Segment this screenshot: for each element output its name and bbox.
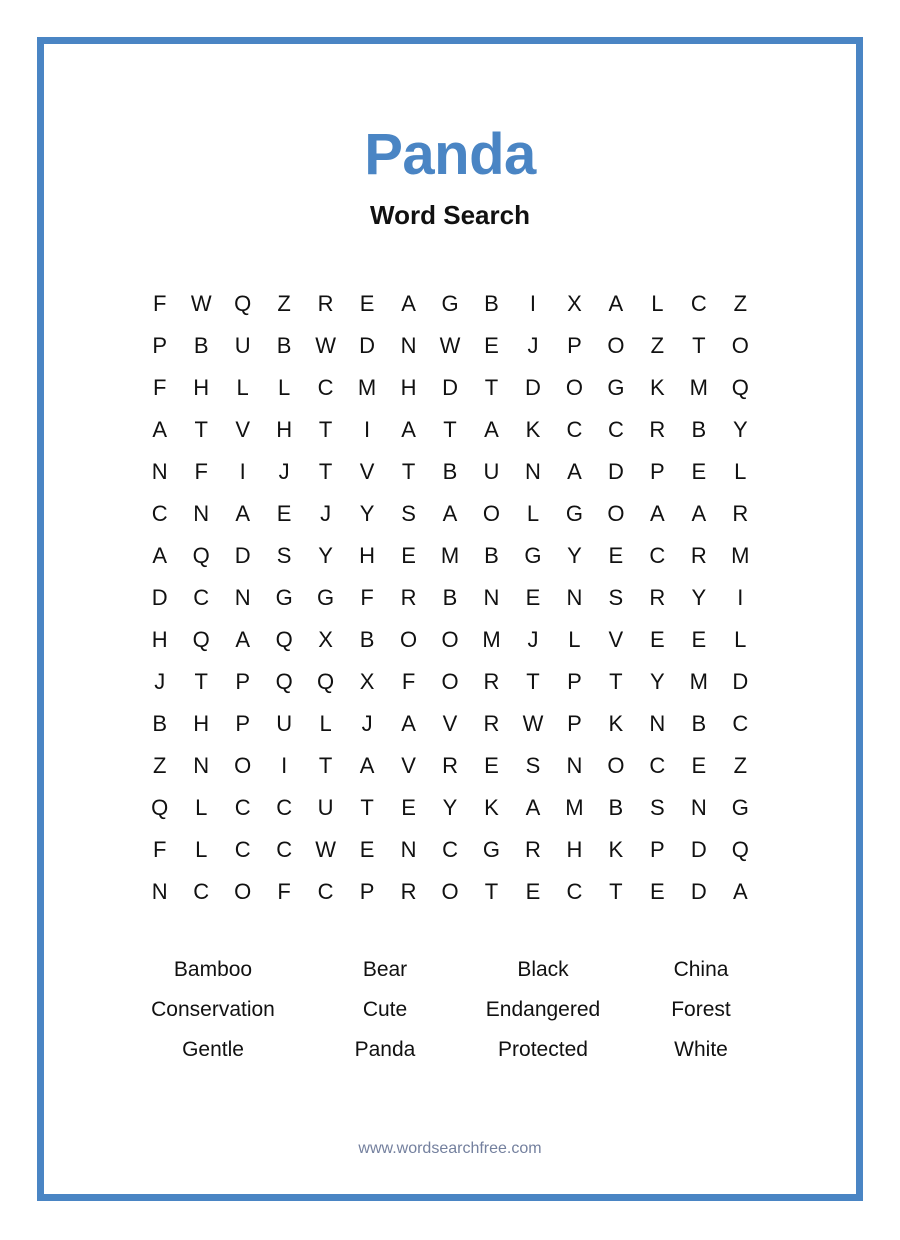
grid-letter[interactable]: E [525, 879, 541, 904]
grid-letter[interactable]: S [650, 795, 665, 820]
word-list-item[interactable]: Panda [354, 1038, 416, 1061]
grid-letter[interactable]: G [275, 585, 293, 610]
grid-letter[interactable]: Y [567, 543, 582, 568]
grid-letter[interactable]: P [567, 333, 582, 358]
grid-letter[interactable]: L [319, 711, 332, 736]
word-list-item[interactable]: Bamboo [173, 958, 253, 981]
grid-letter[interactable]: J [320, 501, 332, 526]
grid-letter[interactable]: V [442, 711, 458, 736]
grid-letter[interactable]: N [483, 585, 500, 610]
grid-letter[interactable]: D [607, 459, 624, 484]
grid-letter[interactable]: T [194, 417, 208, 442]
grid-letter[interactable]: B [691, 711, 707, 736]
grid-letter[interactable]: Y [732, 417, 748, 442]
grid-letter[interactable]: F [277, 879, 291, 904]
grid-letter[interactable]: N [525, 459, 541, 484]
page-subtitle: Word Search [370, 200, 530, 230]
grid-letter[interactable]: C [193, 585, 210, 610]
grid-letter[interactable]: I [239, 459, 246, 484]
grid-letter[interactable]: H [193, 375, 210, 400]
grid-letter[interactable]: C [732, 711, 749, 736]
grid-letter[interactable]: Y [359, 501, 375, 526]
grid-letter[interactable]: R [317, 291, 334, 316]
grid-letter[interactable]: Z [733, 753, 748, 778]
grid-letter[interactable]: N [234, 585, 251, 610]
grid-letter[interactable]: E [525, 585, 541, 610]
grid-row [139, 367, 761, 409]
grid-letter[interactable]: Q [731, 837, 749, 862]
grid-letter[interactable]: N [400, 837, 417, 862]
grid-letter[interactable]: T [526, 669, 540, 694]
grid-letter[interactable]: D [732, 669, 749, 694]
grid-letter[interactable]: P [235, 711, 251, 736]
grid-letter[interactable]: W [522, 711, 544, 736]
grid-letter[interactable]: N [151, 459, 168, 484]
grid-letter[interactable]: L [568, 627, 581, 652]
word-list-row [120, 1030, 780, 1070]
grid-letter[interactable]: D [525, 375, 541, 400]
grid-letter[interactable]: H [359, 543, 376, 568]
grid-letter[interactable]: N [193, 501, 210, 526]
grid-letter[interactable]: K [608, 711, 624, 736]
grid-letter[interactable]: F [401, 669, 416, 694]
grid-letter[interactable]: B [193, 333, 209, 358]
grid-row [139, 535, 761, 577]
grid-letter[interactable]: H [276, 417, 293, 442]
grid-letter[interactable]: H [400, 375, 417, 400]
grid-letter[interactable]: I [529, 291, 537, 316]
grid-letter[interactable]: O [482, 501, 501, 526]
word-list-item[interactable]: Gentle [182, 1038, 244, 1061]
grid-letter[interactable]: P [152, 333, 168, 358]
grid-letter[interactable]: X [359, 669, 375, 694]
grid-letter[interactable]: K [608, 837, 624, 862]
page-title: Panda [364, 122, 536, 187]
grid-letter[interactable]: R [400, 585, 417, 610]
grid-letter[interactable]: A [484, 417, 499, 442]
grid-letter[interactable]: J [154, 669, 166, 694]
grid-letter[interactable]: G [482, 837, 501, 862]
grid-letter[interactable]: Q [275, 669, 293, 694]
grid-letter[interactable]: T [318, 459, 333, 484]
word-list-item[interactable]: Bear [362, 958, 408, 981]
grid-letter[interactable]: J [361, 711, 373, 736]
grid-letter[interactable]: S [525, 753, 541, 778]
grid-letter[interactable]: E [401, 543, 416, 568]
grid-letter[interactable]: R [649, 417, 666, 442]
page-footer [44, 1140, 856, 1158]
grid-letter[interactable]: O [607, 333, 625, 358]
grid-letter[interactable]: W [315, 333, 336, 358]
grid-letter[interactable]: R [400, 879, 417, 904]
grid-letter[interactable]: Q [192, 543, 210, 568]
grid-letter[interactable]: B [276, 333, 292, 358]
grid-letter[interactable]: F [360, 585, 374, 610]
grid-letter[interactable]: U [276, 711, 293, 736]
grid-letter[interactable]: Y [442, 795, 458, 820]
grid-letter[interactable]: U [234, 333, 251, 358]
grid-letter[interactable]: K [484, 795, 499, 820]
grid-letter[interactable]: B [152, 711, 168, 736]
grid-letter[interactable]: C [649, 753, 666, 778]
grid-letter[interactable]: M [731, 543, 750, 568]
grid-letter[interactable]: B [484, 291, 499, 316]
grid-letter[interactable]: T [360, 795, 374, 820]
grid-letter[interactable]: L [278, 375, 291, 400]
grid-letter[interactable]: N [566, 585, 583, 610]
grid-letter[interactable]: A [567, 459, 582, 484]
grid-letter[interactable]: N [193, 753, 210, 778]
grid-letter[interactable]: E [650, 627, 665, 652]
grid-letter[interactable]: W [439, 333, 461, 358]
grid-letter[interactable]: A [442, 501, 458, 526]
grid-letter[interactable]: B [484, 543, 499, 568]
grid-letter[interactable]: S [608, 585, 624, 610]
grid-letter[interactable]: Z [153, 753, 167, 778]
grid-letter[interactable]: P [235, 669, 251, 694]
grid-letter[interactable]: D [690, 879, 707, 904]
grid-letter[interactable]: C [234, 837, 251, 862]
grid-letter[interactable]: H [193, 711, 210, 736]
grid-letter[interactable]: W [190, 291, 212, 316]
grid-letter[interactable]: N [400, 333, 417, 358]
grid-letter[interactable]: Q [731, 375, 749, 400]
grid-letter[interactable]: V [235, 417, 251, 442]
grid-letter[interactable]: J [527, 333, 539, 358]
grid-letter[interactable]: C [566, 879, 583, 904]
grid-letter[interactable]: F [194, 459, 208, 484]
grid-letter[interactable]: Q [275, 627, 293, 652]
grid-letter[interactable]: I [364, 417, 371, 442]
grid-letter[interactable]: P [567, 711, 582, 736]
grid-letter[interactable]: O [731, 333, 749, 358]
grid-row [139, 703, 761, 745]
grid-letter[interactable]: O [565, 375, 583, 400]
grid-letter[interactable]: G [441, 291, 459, 316]
grid-letter[interactable]: B [691, 417, 707, 442]
grid-letter[interactable]: M [482, 627, 501, 652]
grid-letter[interactable]: D [151, 585, 168, 610]
grid-letter[interactable]: Q [317, 669, 335, 694]
grid-letter[interactable]: N [566, 753, 583, 778]
grid-letter[interactable]: B [359, 627, 375, 652]
grid-row [139, 325, 761, 367]
grid-letter[interactable]: E [359, 291, 375, 316]
grid-letter[interactable]: R [732, 501, 749, 526]
grid-letter[interactable]: T [609, 879, 623, 904]
grid-letter[interactable]: R [483, 669, 500, 694]
grid-letter[interactable]: B [442, 585, 458, 610]
grid-letter[interactable]: Q [192, 627, 210, 652]
grid-row [139, 787, 761, 829]
grid-letter[interactable]: T [318, 417, 333, 442]
grid-letter[interactable]: Z [733, 291, 748, 316]
grid-row [139, 745, 761, 787]
grid-letter[interactable]: D [690, 837, 707, 862]
grid-row [139, 409, 761, 451]
grid-letter[interactable]: T [484, 879, 499, 904]
grid-letter[interactable]: E [484, 753, 499, 778]
grid-letter[interactable]: L [236, 375, 249, 400]
word-list-row [120, 950, 780, 990]
grid-letter[interactable]: T [194, 669, 208, 694]
grid-letter[interactable]: C [607, 417, 624, 442]
grid-letter[interactable]: C [276, 837, 293, 862]
grid-letter[interactable]: R [525, 837, 541, 862]
grid-row [139, 493, 761, 535]
grid-letter[interactable]: P [650, 837, 665, 862]
grid-letter[interactable]: Z [650, 333, 665, 358]
grid-letter[interactable]: T [484, 375, 499, 400]
grid-letter[interactable]: A [152, 543, 168, 568]
word-list-item[interactable]: Forest [671, 998, 731, 1021]
grid-letter[interactable]: C [317, 879, 334, 904]
grid-letter[interactable]: O [234, 879, 252, 904]
grid-letter[interactable]: C [193, 879, 210, 904]
letter-grid [139, 283, 761, 913]
grid-letter[interactable]: A [359, 753, 375, 778]
grid-letter[interactable]: M [565, 795, 584, 820]
grid-letter[interactable]: L [195, 837, 208, 862]
grid-letter[interactable]: T [318, 753, 333, 778]
grid-letter[interactable]: E [484, 333, 499, 358]
grid-letter[interactable]: A [235, 627, 251, 652]
grid-letter[interactable]: D [234, 543, 251, 568]
grid-letter[interactable]: N [151, 879, 168, 904]
grid-row [139, 829, 761, 871]
grid-letter[interactable]: A [235, 501, 251, 526]
word-list-item[interactable]: Endangered [485, 998, 601, 1021]
grid-letter[interactable]: W [315, 837, 336, 862]
grid-letter[interactable]: P [650, 459, 665, 484]
grid-letter[interactable]: T [443, 417, 457, 442]
grid-letter[interactable]: C [276, 795, 293, 820]
grid-row [139, 577, 761, 619]
grid-letter[interactable]: A [608, 291, 624, 316]
grid-letter[interactable]: G [731, 795, 749, 820]
grid-letter[interactable]: O [399, 627, 418, 652]
grid-letter[interactable]: A [401, 291, 416, 316]
grid-letter[interactable]: A [152, 417, 168, 442]
word-list-item[interactable]: White [674, 1038, 728, 1061]
grid-letter[interactable]: G [565, 501, 583, 526]
word-list-item[interactable]: China [673, 958, 729, 981]
grid-letter[interactable]: C [234, 795, 251, 820]
grid-letter[interactable]: C [151, 501, 168, 526]
grid-letter[interactable]: R [649, 585, 666, 610]
grid-letter[interactable]: T [609, 669, 623, 694]
grid-letter[interactable]: V [608, 627, 624, 652]
grid-letter[interactable]: U [317, 795, 334, 820]
grid-letter[interactable]: E [276, 501, 292, 526]
puzzle-header [44, 44, 856, 228]
grid-letter[interactable]: K [525, 417, 541, 442]
grid-letter[interactable]: M [440, 543, 460, 568]
grid-letter[interactable]: C [566, 417, 583, 442]
grid-letter[interactable]: Q [151, 795, 169, 820]
grid-letter[interactable]: G [607, 375, 625, 400]
grid-letter[interactable]: M [689, 375, 708, 400]
grid-letter[interactable]: A [525, 795, 541, 820]
grid-letter[interactable]: S [401, 501, 416, 526]
source-url: www.wordsearchfree.com [358, 1140, 542, 1157]
grid-letter[interactable]: E [691, 459, 707, 484]
grid-letter[interactable]: E [608, 543, 624, 568]
grid-letter[interactable]: O [441, 669, 459, 694]
grid-letter[interactable]: F [153, 291, 167, 316]
grid-letter[interactable]: E [650, 879, 665, 904]
grid-letter[interactable]: O [441, 879, 459, 904]
grid-letter[interactable]: O [607, 753, 625, 778]
grid-letter[interactable]: U [483, 459, 500, 484]
grid-letter[interactable]: Y [650, 669, 665, 694]
grid-letter[interactable]: H [151, 627, 168, 652]
grid-letter[interactable]: H [566, 837, 583, 862]
grid-letter[interactable]: J [278, 459, 290, 484]
word-list-row [120, 990, 780, 1030]
grid-row [139, 619, 761, 661]
grid-row [139, 661, 761, 703]
grid-letter[interactable]: Q [234, 291, 252, 316]
grid-letter[interactable]: P [359, 879, 375, 904]
word-list-item[interactable]: Black [517, 958, 569, 981]
word-list-item[interactable]: Protected [498, 1038, 588, 1061]
grid-letter[interactable]: O [441, 627, 459, 652]
grid-letter[interactable]: L [734, 627, 747, 652]
grid-letter[interactable]: N [649, 711, 666, 736]
word-list-item[interactable]: Cute [362, 998, 408, 1021]
grid-letter[interactable]: X [567, 291, 582, 316]
grid-letter[interactable]: Y [691, 585, 707, 610]
grid-letter[interactable]: C [317, 375, 334, 400]
grid-letter[interactable]: F [153, 375, 167, 400]
grid-letter[interactable]: Z [277, 291, 291, 316]
grid-letter[interactable]: N [690, 795, 707, 820]
grid-letter[interactable]: L [651, 291, 664, 316]
grid-letter[interactable]: L [526, 501, 540, 526]
grid-letter[interactable]: B [442, 459, 458, 484]
grid-letter[interactable]: D [359, 333, 376, 358]
grid-letter[interactable]: O [234, 753, 252, 778]
grid-letter[interactable]: A [401, 711, 416, 736]
grid-letter[interactable]: F [153, 837, 167, 862]
word-list-item[interactable]: Conservation [151, 998, 275, 1021]
grid-letter[interactable]: G [317, 585, 335, 610]
grid-letter[interactable]: T [401, 459, 416, 484]
grid-row [139, 871, 761, 913]
grid-letter[interactable]: E [691, 753, 707, 778]
grid-letter[interactable]: R [690, 543, 707, 568]
grid-letter[interactable]: S [276, 543, 292, 568]
grid-letter[interactable]: L [195, 795, 208, 820]
grid-letter[interactable]: A [732, 879, 748, 904]
grid-letter[interactable]: P [567, 669, 582, 694]
grid-letter[interactable]: A [401, 417, 416, 442]
grid-letter[interactable]: V [359, 459, 375, 484]
grid-letter[interactable]: B [608, 795, 624, 820]
grid-letter[interactable]: C [649, 543, 666, 568]
grid-letter[interactable]: L [734, 459, 747, 484]
grid-letter[interactable]: R [442, 753, 458, 778]
grid-letter[interactable]: E [401, 795, 416, 820]
grid-letter[interactable]: R [483, 711, 500, 736]
grid-letter[interactable]: I [737, 585, 744, 610]
grid-letter[interactable]: E [691, 627, 707, 652]
grid-letter[interactable]: A [691, 501, 707, 526]
word-list [120, 950, 780, 1070]
grid-letter[interactable]: E [359, 837, 375, 862]
grid-row [139, 283, 761, 325]
grid-letter[interactable]: C [442, 837, 458, 862]
grid-letter[interactable]: K [650, 375, 665, 400]
grid-letter[interactable]: C [690, 291, 707, 316]
grid-letter[interactable]: M [357, 375, 377, 400]
grid-letter[interactable]: D [442, 375, 458, 400]
grid-letter[interactable]: G [524, 543, 542, 568]
grid-row [139, 451, 761, 493]
grid-letter[interactable]: J [527, 627, 539, 652]
grid-letter[interactable]: I [281, 753, 288, 778]
grid-letter[interactable]: V [401, 753, 416, 778]
grid-letter[interactable]: A [650, 501, 665, 526]
grid-letter[interactable]: O [607, 501, 625, 526]
grid-letter[interactable]: X [318, 627, 333, 652]
grid-letter[interactable]: Y [318, 543, 333, 568]
grid-letter[interactable]: T [692, 333, 706, 358]
grid-letter[interactable]: M [689, 669, 708, 694]
